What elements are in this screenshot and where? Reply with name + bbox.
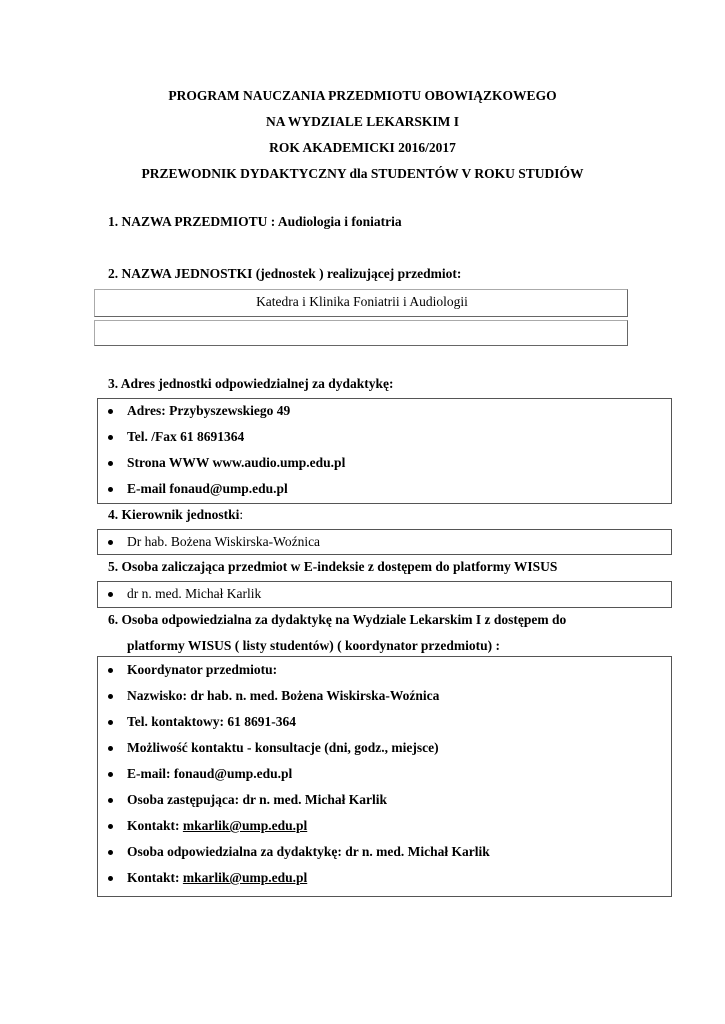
list-item: Nazwisko: dr hab. n. med. Bożena Wiskirska-Woźnica — [127, 688, 439, 704]
bullet-icon — [108, 540, 113, 545]
bullet-icon — [108, 592, 113, 597]
bullet-icon — [108, 409, 113, 414]
bullet-icon — [108, 435, 113, 440]
bullet-icon — [108, 876, 113, 881]
section-5-title: 5. Osoba zaliczająca przedmiot w E-indeksie z dostępem do platformy WISUS — [108, 559, 558, 574]
list-item: Kontakt: mkarlik@ump.edu.pl — [127, 818, 307, 834]
section-4-title: 4. Kierownik jednostki: — [108, 507, 244, 522]
list-item: E-mail: fonaud@ump.edu.pl — [127, 766, 292, 782]
list-item: E-mail fonaud@ump.edu.pl — [127, 481, 288, 497]
bullet-icon — [108, 798, 113, 803]
unit-table-row — [94, 320, 628, 346]
bullet-icon — [108, 824, 113, 829]
list-item: Adres: Przybyszewskiego 49 — [127, 403, 290, 419]
section-6-title-line-2: platformy WISUS ( listy studentów) ( koordynator przedmiotu) : — [127, 638, 501, 653]
header-line-1: PROGRAM NAUCZANIA PRZEDMIOTU OBOWIĄZKOWEGO — [168, 88, 557, 103]
unit-name: Katedra i Klinika Foniatrii i Audiologii — [256, 294, 468, 309]
bullet-icon — [108, 487, 113, 492]
list-item: Tel. /Fax 61 8691364 — [127, 429, 244, 445]
email-link[interactable]: mkarlik@ump.edu.pl — [182, 818, 308, 833]
bullet-icon — [108, 850, 113, 855]
section-3-title: 3. Adres jednostki odpowiedzialnej za dydaktykę: — [108, 376, 394, 391]
section-2-title: 2. NAZWA JEDNOSTKI (jednostek ) realizującej przedmiot: — [108, 266, 462, 281]
header-line-2: NA WYDZIALE LEKARSKIM I — [266, 114, 459, 129]
list-item: dr n. med. Michał Karlik — [127, 586, 261, 602]
bullet-icon — [108, 694, 113, 699]
list-item: Kontakt: mkarlik@ump.edu.pl — [127, 870, 307, 886]
bullet-icon — [108, 461, 113, 466]
list-item: Możliwość kontaktu - konsultacje (dni, godz., miejsce) — [127, 740, 439, 756]
list-item: Osoba odpowiedzialna za dydaktykę: dr n. med. Michał Karlik — [127, 844, 490, 860]
bullet-icon — [108, 772, 113, 777]
email-link[interactable]: mkarlik@ump.edu.pl — [182, 870, 308, 885]
header-line-3: ROK AKADEMICKI 2016/2017 — [269, 140, 456, 155]
bullet-icon — [108, 668, 113, 673]
unit-table-row — [94, 289, 628, 317]
section-1-title: 1. NAZWA PRZEDMIOTU : Audiologia i foniatria — [108, 214, 402, 229]
list-item: Strona WWW www.audio.ump.edu.pl — [127, 455, 345, 471]
address-box — [97, 398, 672, 504]
header-line-4: PRZEWODNIK DYDAKTYCZNY dla STUDENTÓW V ROKU STUDIÓW — [141, 166, 584, 181]
list-item: Tel. kontaktowy: 61 8691-364 — [127, 714, 296, 730]
coordinator-box — [97, 656, 672, 897]
bullet-icon — [108, 746, 113, 751]
list-item: Osoba zastępująca: dr n. med. Michał Karlik — [127, 792, 387, 808]
section-6-title-line-1: 6. Osoba odpowiedzialna za dydaktykę na Wydziale Lekarskim I z dostępem do — [108, 612, 567, 627]
head-box — [97, 529, 672, 555]
list-item: Dr hab. Bożena Wiskirska-Woźnica — [127, 534, 320, 550]
grader-box — [97, 581, 672, 608]
list-item: Koordynator przedmiotu: — [127, 662, 277, 678]
bullet-icon — [108, 720, 113, 725]
